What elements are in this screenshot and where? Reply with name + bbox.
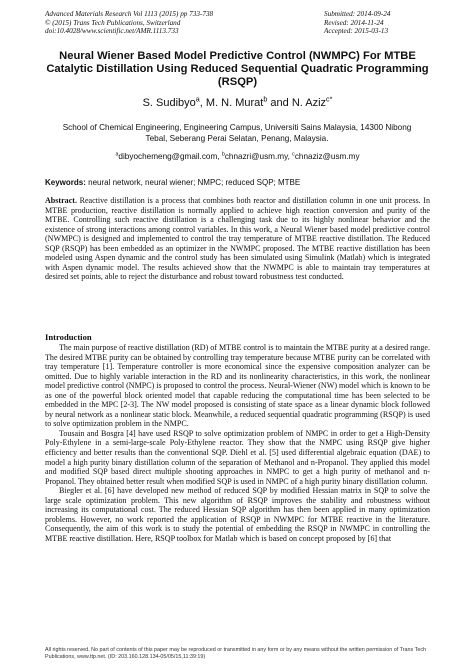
author-sup: a: [195, 95, 200, 104]
abstract-text: Reactive distillation is a process that combines both reactor and distillation column in one unit process. In MTBE production, reactive distillation is normally applied to achieve high reaction conversion and purity of the MTBE. Controlling such reactive distillation is a challenging task due to its highly nonlinear behavior and the existence of strong interactions among control variables. In this work, a Neural Wiener based model predictive control (NWMPC) is designed and implemented to control the tray temperature of MTBE reactive distillation. The Reduced SQP (RSQP) has been embedded as an optimizer in the NWMPC proposed. The MTBE reactive distillation has been modeled using Aspen dynamic and the control study has been simulated using Simulink (Matlab) which is integrated with Aspen dynamic model. The results achieved show that the NWMPC is able to maintain tray temperatures at desired set points, able to reject the disturbance and robust toward robustness test conducted.: [45, 196, 430, 282]
author-emails: [40, 152, 435, 161]
paragraph: Biegler et al. [6] have developed new method of reduced SQP by modified Hessian matrix in SQP to solve the large scale optimization problem. This new algorithm of RSQP improves the stability and robustness without increasing its computational cost. The reduced Hessian SQP algorithm has then been applied in many optimization problems. However, no work reported the application of RSQP in NWMPC for MTBE reactive in the literature. Consequently, the aim of this work is to study the potential of embedding the RSQP in NWMPC in controlling the MTBE reactive distillation. Here, RSQP toolbox for Matlab which is based on concept proposed by [6] that: [45, 486, 430, 543]
author-list: [40, 97, 435, 109]
abstract-label: Abstract.: [45, 196, 77, 205]
keywords-text: neural network, neural wiener; NMPC; reduced SQP; MTBE: [85, 178, 301, 187]
email-address: chnazri@usm.my,: [224, 152, 293, 161]
copyright-footer: All rights reserved. No part of contents of this paper may be reproduced or transmitted in any form or by any means without the written permission of Trans Tech Publications, www.ttp.net. (ID: 203.160.128.134-05/05/15,11:39:19): [45, 647, 427, 660]
email-address: chnaziz@usm.my: [294, 152, 360, 161]
accepted-date: Accepted: 2015-03-13: [324, 27, 389, 36]
paragraph: Tousain and Bosgra [4] have used RSQP to solve optimization problem of NMPC in order to get a High-Density Poly-Ethylene in a semi-large-scale Poly-Ethylene reactor. They show that the NMPC using RSQP give higher efficiency and better results than the conventional SQP. Diehl et al. [5] used differential algebraic equation (DAE) to model a high purity binary distillation column of the separation of Methanol and n-Propanol. They applied this model and modified SQP based direct multiple shooting approaches in NMPC to get a high purity of methanol and n-Propanol. They obtained better result when modified SQP is used in NMPC of a high purity binary distillation column.: [45, 428, 430, 486]
email-sup: b: [221, 151, 225, 158]
paragraph: The main purpose of reactive distillation (RD) of MTBE control is to maintain the MTBE purity at a desired range. The desired MTBE purity can be obtained by controlling tray temperature because MTBE purity can be correlated with tray temperature [1]. Temperature controller is more economical since the expensive composition analyzer can be omitted. Due to highly variable interaction in the RD and its nonlinearity characteristics, in this work, the nonlinear model predictive control (NMPC) is proposed to control the process. Neural-Wiener (NW) model which is known to be as one of the powerful block oriented model that capable reducing the computational time has been selected to be embedded in the MPC [2-3]. The NW model proposed is consisting of state space as a linear dynamic block followed by neural network as a nonlinear static block. Meanwhile, a reduced sequential quadratic programming (RSQP) is used to solve optimization problem in the NMPC.: [45, 343, 430, 429]
keywords-label: Keywords:: [45, 178, 86, 187]
revised-date: Revised: 2014-11-24: [324, 18, 384, 27]
author-sup: b: [263, 95, 268, 104]
journal-header: [45, 10, 213, 36]
email-sup: c: [292, 151, 295, 158]
author-name: N. Aziz: [291, 97, 327, 109]
section-heading: Introduction: [45, 332, 92, 342]
author-name: M. N. Murat: [205, 97, 264, 109]
paper-title: Neural Wiener Based Model Predictive Control (NWMPC) For MTBE Catalytic Distillation Using Reduced Sequential Quadratic Programming (RSQP): [46, 50, 429, 89]
keywords: [45, 178, 430, 187]
copyright-line: © (2015) Trans Tech Publications, Switzerland: [45, 18, 181, 27]
author-sup: c*: [326, 95, 333, 104]
email-address: dibyochemeng@gmail.com,: [118, 152, 222, 161]
journal-citation: Advanced Materials Research Vol 1113 (2015) pp 733-738: [45, 10, 214, 18]
abstract: [45, 196, 430, 282]
author-name: S. Sudibyo: [142, 97, 196, 109]
doi-line: doi:10.4028/www.scientific.net/AMR.1113.733: [45, 27, 179, 36]
author-separator: ,: [199, 97, 206, 109]
affiliation: School of Chemical Engineering, Engineering Campus, Universiti Sains Malaysia, 14300 Nibong Tebal, Seberang Perai Selatan, Penang, Malaysia.: [62, 123, 412, 143]
introduction-body: [45, 343, 430, 543]
email-sup: a: [115, 151, 119, 158]
submission-dates: [324, 10, 434, 36]
author-separator: and: [267, 97, 292, 109]
submitted-date: Submitted: 2014-09-24: [324, 10, 391, 18]
